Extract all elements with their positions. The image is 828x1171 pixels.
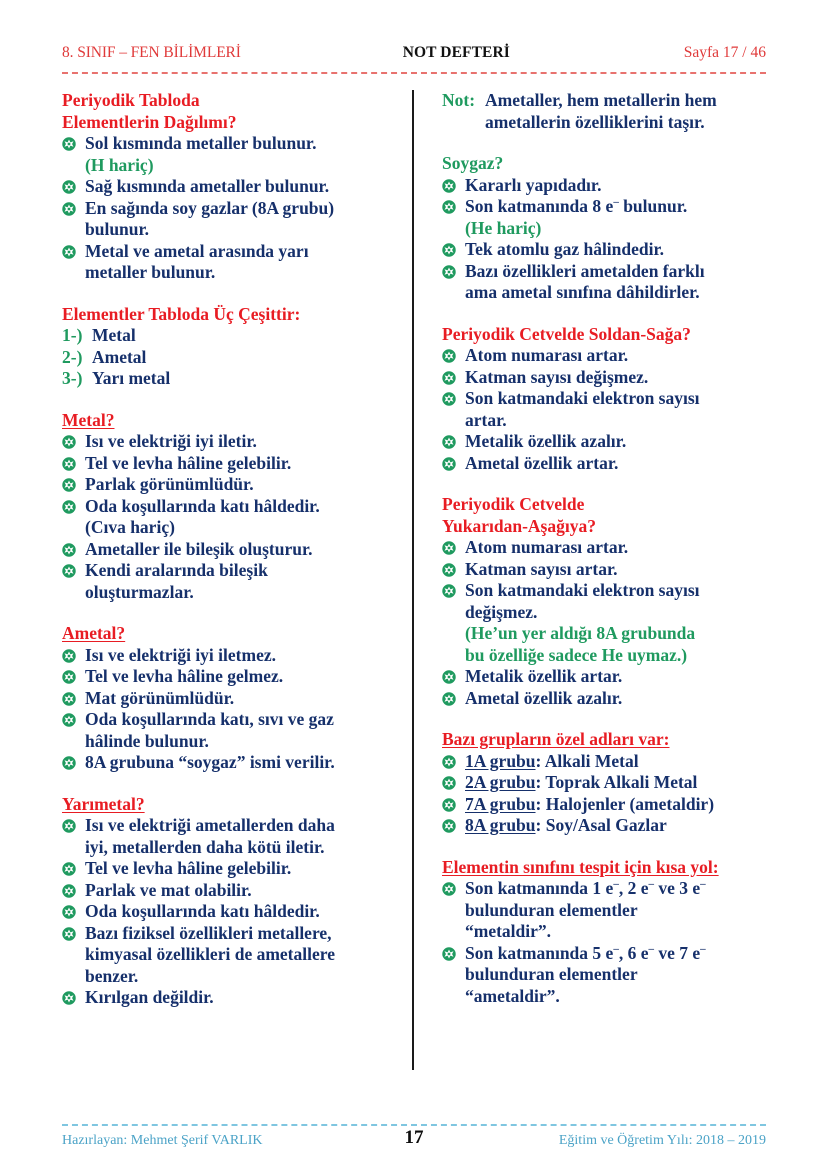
right-column — [414, 90, 754, 1075]
header-divider-rule — [62, 72, 766, 74]
list-item — [62, 688, 392, 710]
list-item-text: Parlak görünümlüdür. — [85, 474, 254, 494]
note-label: Not: — [442, 90, 476, 110]
list-item — [62, 176, 392, 198]
list-item-text: Atom numarası artar. — [465, 537, 629, 557]
list-item-text: Kararlı yapıdadır. — [465, 174, 602, 195]
list-item — [442, 388, 754, 431]
section-heading: Metal? — [62, 409, 115, 430]
list-item — [62, 880, 392, 902]
list-item-text: Son katmanında 5 e–, 6 e– ve 7 e– bulunduran elementler “ametaldir”. — [465, 942, 706, 1006]
left-column — [62, 90, 402, 1075]
list-item-number: 3-) — [62, 368, 83, 388]
note-text: Ametaller, hem metallerin hem ametallerin özelliklerini taşır. — [485, 90, 717, 132]
bullet-list — [442, 175, 754, 304]
footer-author: Hazırlayan: Mehmet Şerif VARLIK — [62, 1133, 263, 1148]
section-spacer — [442, 304, 754, 324]
list-item — [442, 666, 754, 688]
list-item-text: Son katmanında 1 e–, 2 e– ve 3 e– bulunduran elementler “metaldir”. — [465, 878, 706, 941]
note-block — [442, 90, 754, 133]
green-star-bullet-icon — [442, 179, 456, 193]
green-star-bullet-icon — [62, 457, 76, 471]
green-star-bullet-icon — [442, 200, 456, 214]
list-item-number: 2-) — [62, 346, 83, 367]
list-item — [442, 580, 754, 666]
list-item — [442, 453, 754, 475]
list-item-text: Tel ve levha hâline gelebilir. — [85, 858, 292, 878]
green-star-bullet-icon — [62, 692, 76, 706]
section-spacer — [62, 390, 392, 410]
header-page-indicator: Sayfa 17 / 46 — [683, 44, 766, 61]
list-item-text: Son katmandaki elektron sayısı artar. — [465, 388, 700, 430]
list-item-text: Ametaller ile bileşik oluşturur. — [85, 538, 313, 559]
list-item — [62, 560, 392, 603]
list-item — [62, 815, 392, 858]
list-item — [442, 345, 754, 367]
list-item-text: Isı ve elektriği iyi iletir. — [85, 431, 257, 451]
numbered-list — [62, 325, 392, 390]
green-star-bullet-icon — [442, 692, 456, 706]
content-columns — [62, 90, 766, 1075]
list-item-text: Oda koşullarında katı, sıvı ve gaz hâlinde bulunur. — [85, 709, 334, 751]
section-spacer — [442, 709, 754, 729]
list-item-text: 2A grubu: Toprak Alkali Metal — [465, 772, 698, 792]
green-star-bullet-icon — [442, 243, 456, 257]
green-star-bullet-icon — [442, 435, 456, 449]
green-star-bullet-icon — [62, 245, 76, 259]
section-spacer — [62, 774, 392, 794]
green-star-bullet-icon — [442, 947, 456, 961]
list-item — [62, 858, 392, 880]
section-spacer — [62, 284, 392, 304]
green-star-bullet-icon — [62, 713, 76, 727]
green-star-bullet-icon — [442, 584, 456, 598]
list-item — [442, 688, 754, 710]
section-spacer — [442, 474, 754, 494]
list-item — [62, 347, 392, 369]
green-star-bullet-icon — [442, 670, 456, 684]
green-star-bullet-icon — [62, 862, 76, 876]
list-item — [62, 666, 392, 688]
green-star-bullet-icon — [442, 819, 456, 833]
green-star-bullet-icon — [62, 435, 76, 449]
green-star-bullet-icon — [442, 563, 456, 577]
section-heading: Ametal? — [62, 623, 126, 643]
section-heading: Soygaz? — [442, 153, 504, 173]
list-item — [62, 431, 392, 453]
green-star-bullet-icon — [62, 543, 76, 557]
bullet-list — [442, 537, 754, 709]
list-item-text: Isı ve elektriği ametallerden daha iyi, metallerden daha kötü iletir. — [85, 815, 335, 857]
green-star-bullet-icon — [62, 202, 76, 216]
list-item-label: Yarı metal — [92, 368, 171, 388]
list-item-text: Kırılgan değildir. — [85, 987, 214, 1007]
list-item — [62, 901, 392, 923]
section-heading: Elementin sınıfını tespit için kısa yol: — [442, 856, 719, 877]
list-item-text: Son katmandaki elektron sayısı değişmez. (He’un yer aldığı 8A grubunda bu özelliğe sadece He uymaz.) — [465, 580, 700, 665]
green-star-bullet-icon — [442, 457, 456, 471]
green-star-bullet-icon — [442, 392, 456, 406]
list-item — [442, 559, 754, 581]
green-star-bullet-icon — [62, 756, 76, 770]
green-star-bullet-icon — [62, 991, 76, 1005]
green-star-bullet-icon — [62, 649, 76, 663]
green-star-bullet-icon — [62, 905, 76, 919]
green-star-bullet-icon — [62, 180, 76, 194]
list-item — [62, 645, 392, 667]
list-item-text: Tel ve levha hâline gelebilir. — [85, 452, 292, 473]
list-item — [442, 261, 754, 304]
list-item — [442, 772, 754, 794]
list-item-text: Tek atomlu gaz hâlindedir. — [465, 239, 665, 259]
list-item-text: Mat görünümlüdür. — [85, 687, 235, 708]
list-item-text: Kendi aralarında bileşik oluşturmazlar. — [85, 560, 268, 602]
bullet-list — [442, 878, 754, 1007]
list-item — [62, 496, 392, 539]
list-item — [442, 431, 754, 453]
list-item-label: Ametal — [92, 346, 147, 367]
green-star-bullet-icon — [442, 541, 456, 555]
list-item — [442, 751, 754, 773]
green-star-bullet-icon — [442, 349, 456, 363]
section-heading: Periyodik Cetvelde Yukarıdan-Aşağıya? — [442, 494, 596, 536]
list-item — [62, 474, 392, 496]
bullet-list — [442, 751, 754, 837]
section-heading: Periyodik Cetvelde Soldan-Sağa? — [442, 323, 691, 344]
footer-divider-rule — [62, 1124, 766, 1126]
list-item — [442, 196, 754, 239]
green-star-bullet-icon — [442, 798, 456, 812]
green-star-bullet-icon — [62, 137, 76, 151]
page-footer — [62, 1124, 766, 1149]
list-item-text: En sağında soy gazlar (8A grubu) bulunur. — [85, 197, 335, 239]
list-item — [62, 923, 392, 988]
green-star-bullet-icon — [62, 500, 76, 514]
green-star-bullet-icon — [62, 564, 76, 578]
green-star-bullet-icon — [62, 670, 76, 684]
green-star-bullet-icon — [442, 776, 456, 790]
section-spacer — [442, 133, 754, 153]
list-item-text: Ametal özellik artar. — [465, 452, 619, 473]
list-item-text: 8A grubuna “soygaz” ismi verilir. — [85, 752, 335, 772]
bullet-list — [62, 431, 392, 603]
green-star-bullet-icon — [442, 265, 456, 279]
list-item-text: Parlak ve mat olabilir. — [85, 879, 252, 900]
list-item-text: Katman sayısı değişmez. — [465, 366, 649, 387]
list-item-text: 8A grubu: Soy/Asal Gazlar — [465, 815, 667, 835]
bullet-list — [62, 815, 392, 1009]
list-item-text: Atom numarası artar. — [465, 345, 629, 365]
header-title: NOT DEFTERİ — [402, 44, 510, 61]
bullet-list — [442, 345, 754, 474]
page-header — [62, 44, 766, 66]
section-heading: Elementler Tabloda Üç Çeşittir: — [62, 303, 301, 324]
list-item — [62, 752, 392, 774]
footer-academic-year: Eğitim ve Öğretim Yılı: 2018 – 2019 — [558, 1133, 766, 1148]
list-item — [62, 539, 392, 561]
list-item-text: 7A grubu: Halojenler (ametaldir) — [465, 793, 715, 814]
list-item — [62, 709, 392, 752]
list-item-text: Oda koşullarında katı hâldedir. (Cıva hariç) — [85, 495, 320, 537]
list-item — [442, 175, 754, 197]
list-item — [442, 367, 754, 389]
list-item-text: Bazı özellikleri ametalden farklı ama ametal sınıfına dâhildirler. — [465, 260, 705, 302]
list-item-text: Oda koşullarında katı hâldedir. — [85, 901, 320, 921]
section-spacer — [442, 837, 754, 857]
list-item — [442, 815, 754, 837]
header-subject: 8. SINIF – FEN BİLİMLERİ — [62, 44, 241, 61]
green-star-bullet-icon — [62, 478, 76, 492]
list-item-text: Sol kısmında metaller bulunur. (H hariç) — [85, 133, 317, 175]
list-item — [62, 325, 392, 347]
list-item — [62, 133, 392, 176]
list-item-text: Tel ve levha hâline gelmez. — [85, 666, 284, 686]
list-item — [62, 368, 392, 390]
list-item-text: Ametal özellik azalır. — [465, 687, 623, 708]
green-star-bullet-icon — [442, 882, 456, 896]
bullet-list — [62, 133, 392, 284]
list-item-text: 1A grubu: Alkali Metal — [465, 750, 639, 771]
list-item — [442, 878, 754, 943]
list-item — [62, 987, 392, 1009]
list-item-text: Metal ve ametal arasında yarı metaller bulunur. — [85, 240, 309, 282]
green-star-bullet-icon — [442, 371, 456, 385]
list-item — [442, 794, 754, 816]
list-item-text: Isı ve elektriği iyi iletmez. — [85, 644, 276, 665]
green-star-bullet-icon — [62, 927, 76, 941]
list-item — [442, 537, 754, 559]
green-star-bullet-icon — [62, 884, 76, 898]
section-heading: Yarımetal? — [62, 793, 145, 814]
green-star-bullet-icon — [62, 819, 76, 833]
section-spacer — [62, 603, 392, 623]
section-heading: Bazı grupların özel adları var: — [442, 729, 670, 749]
list-item-text: Bazı fiziksel özellikleri metallere, kimyasal özellikleri de ametallere benzer. — [85, 922, 335, 986]
list-item-text: Sağ kısmında ametaller bulunur. — [85, 176, 330, 196]
footer-page-number: 17 — [404, 1127, 424, 1148]
list-item — [62, 453, 392, 475]
list-item — [442, 943, 754, 1008]
list-item-text: Metalik özellik azalır. — [465, 431, 627, 451]
list-item — [442, 239, 754, 261]
list-item-number: 1-) — [62, 325, 83, 345]
list-item-label: Metal — [92, 325, 136, 345]
list-item-text: Metalik özellik artar. — [465, 666, 623, 686]
green-star-bullet-icon — [442, 755, 456, 769]
list-item — [62, 198, 392, 241]
section-heading: Periyodik Tabloda Elementlerin Dağılımı? — [62, 90, 237, 132]
list-item-text: Katman sayısı artar. — [465, 558, 618, 579]
list-item-text: Son katmanında 8 e– bulunur. (He hariç) — [465, 196, 688, 238]
bullet-list — [62, 645, 392, 774]
list-item — [62, 241, 392, 284]
